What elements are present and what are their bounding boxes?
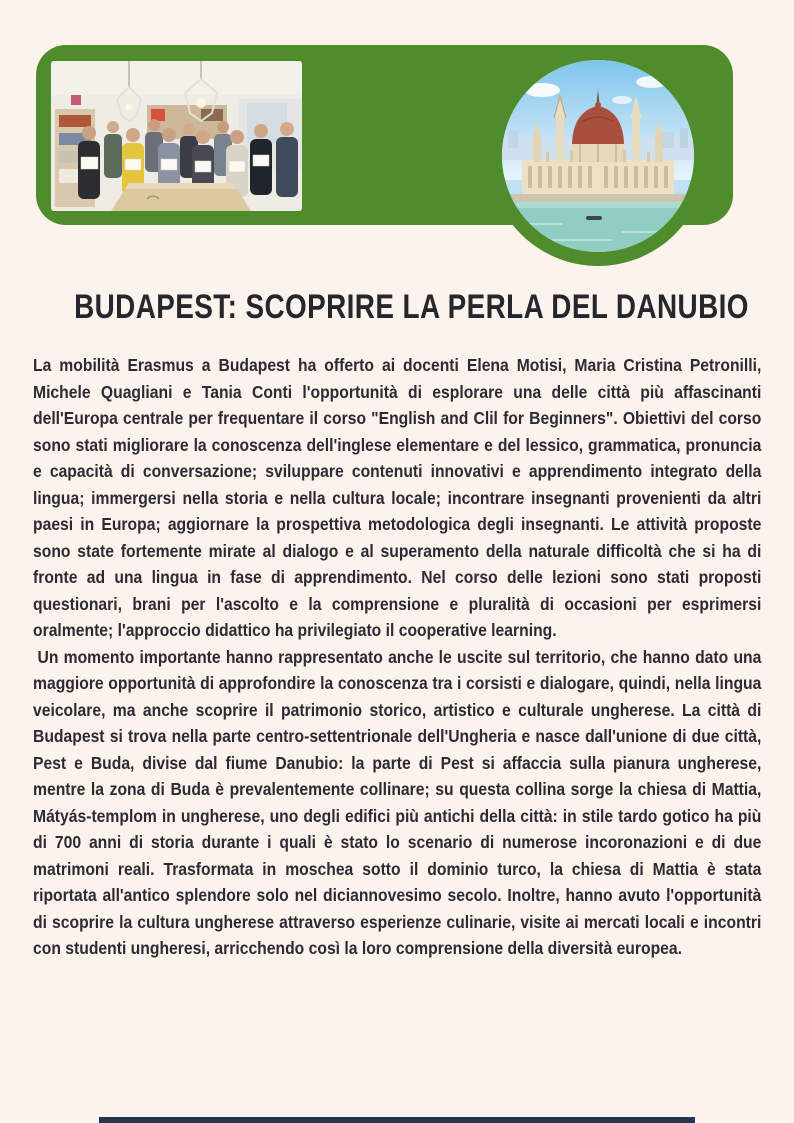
article-title-text: BUDAPEST: SCOPRIRE LA PERLA DEL DANUBIO [74,288,749,326]
group-photo-illustration [51,61,302,211]
next-section-edge-bar [99,1117,695,1123]
paragraph-1: La mobilità Erasmus a Budapest ha offerto ai docenti Elena Motisi, Maria Cristina Petronilli, Michele Quagliani e Tania Conti l'opportunità di esplorare una delle città più affascinanti dell'Europa centrale per frequentare il corso "English and Clil for Beginners". Obiettivi del corso sono stati migliorare la conoscenza dell'inglese elementare e del lessico, grammatica, pronuncia e capacità di conversazione; sviluppare contenuti innovativi e apprendimento integrato della lingua; immergersi nella storia e nella cultura locale; incontrare insegnanti provenienti da altri paesi in Europa; aggiornare la prospettiva metodologica degli insegnanti. Le attività proposte sono state fortemente mirate al dialogo e al superamento della naturale difficoltà che si ha di fronte ad una lingua in fase di apprendimento. Nel corso delle lezioni sono stati proposti questionari, brani per l'ascolto e la comprensione e pluralità di occasioni per esprimersi oralmente; l'approccio didattico ha privilegiato il cooperative learning. [33,355,762,640]
paragraph-2: Un momento importante hanno rappresentato anche le uscite sul territorio, che hanno dato una maggiore opportunità di approfondire la conoscenza tra i corsisti e dialogare, quindi, nella lingua veicolare, ma anche scoprire il patrimonio storico, artistico e culturale ungherese. La città di Budapest si trova nella parte centro-settentrionale dell'Ungheria e nasce dall'unione di due città, Pest e Buda, divise dal fiume Danubio: la parte di Pest si affaccia sulla pianura ungherese, mentre la zona di Buda è prevalentemente collinare; su questa collina sorge la chiesa di Mattia, Mátyás-templom in ungherese, uno degli edifici più antichi della città: in stile tardo gotico ha più di 700 anni di storia durante i quali è stato lo scenario di numerose incoronazioni e di due matrimoni reali. Trasformata in moschea sotto il dominio turco, la chiesa di Mattia è stata riportata all'antico splendore solo nel diciannovesimo secolo. Inoltre, hanno avuto l'opportunità di scoprire la cultura ungherese attraverso esperienze culinarie, visite ai mercati locali e incontri con studenti ungheresi, arricchendo così la loro comprensione della diversità europea. [33,646,762,958]
article-title [0,288,794,327]
budapest-parliament-illustration [502,60,694,252]
budapest-photo [502,60,694,252]
group-photo [51,61,302,211]
article-body [33,352,761,962]
